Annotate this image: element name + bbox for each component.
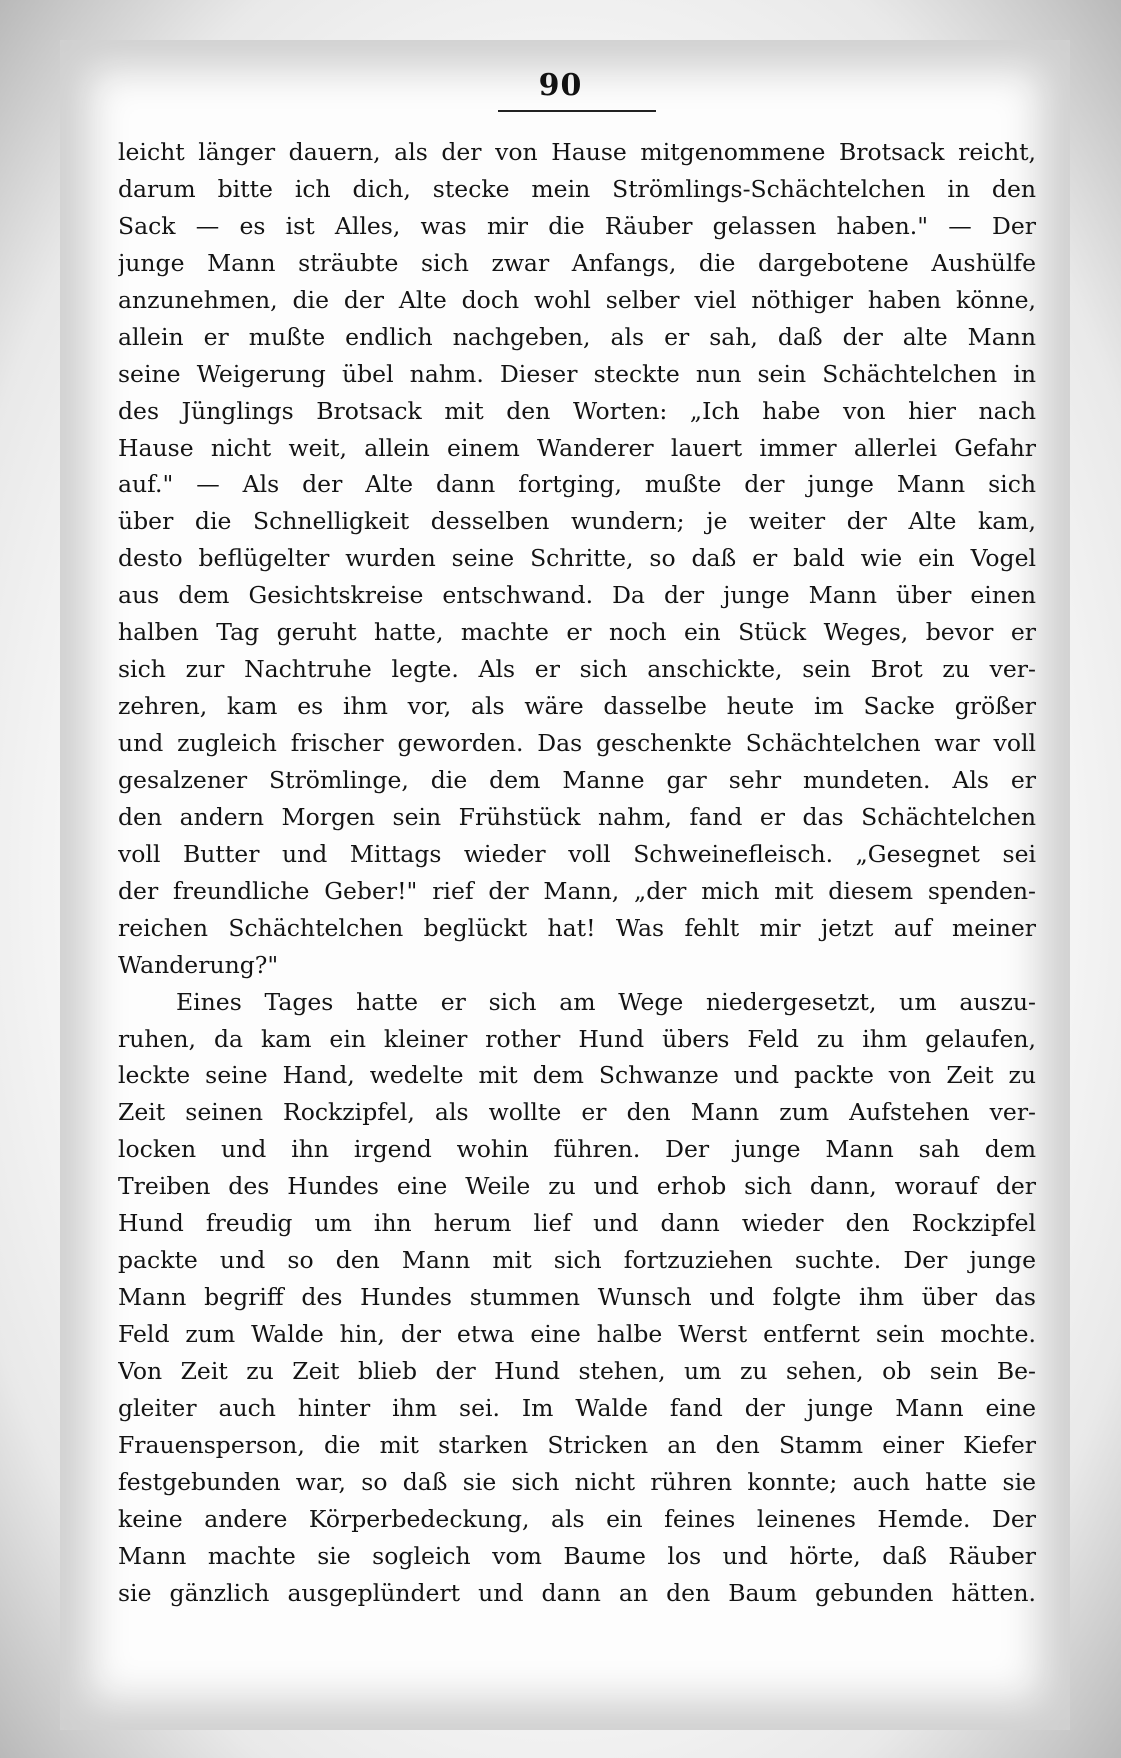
text-line: Von Zeit zu Zeit blieb der Hund stehen, um zu sehen, ob sein Be- [118, 1356, 1036, 1385]
text-line: darum bitte ich dich, stecke mein Strömlings-Schächtelchen in den [118, 174, 1036, 203]
text-line: desto beflügelter wurden seine Schritte, so daß er bald wie ein Vogel [118, 544, 1036, 573]
text-line: über die Schnelligkeit desselben wundern; je weiter der Alte kam, [118, 507, 1036, 536]
text-line: Frauensperson, die mit starken Stricken an den Stamm einer Kiefer [118, 1430, 1036, 1459]
paragraph-end-line: Wanderung?" [118, 950, 279, 979]
text-line: Mann begriff des Hundes stummen Wunsch und folgte ihm über das [118, 1283, 1036, 1312]
text-line: zehren, kam es ihm vor, als wäre dasselbe heute im Sacke größer [118, 692, 1036, 721]
text-line: reichen Schächtelchen beglückt hat! Was fehlt mir jetzt auf meiner [118, 913, 1036, 942]
text-line: halben Tag geruht hatte, machte er noch ein Stück Weges, bevor er [118, 618, 1036, 647]
body-text [118, 134, 1036, 1612]
text-line: sich zur Nachtruhe legte. Als er sich anschickte, sein Brot zu ver- [118, 655, 1036, 684]
text-line: gesalzener Strömlinge, die dem Manne gar sehr mundeten. Als er [118, 765, 1036, 794]
text-line: seine Weigerung übel nahm. Dieser steckte nun sein Schächtelchen in [118, 359, 1036, 388]
paragraph-start-line: Eines Tages hatte er sich am Wege niedergesetzt, um auszu- [176, 987, 1036, 1016]
text-line: aus dem Gesichtskreise entschwand. Da der junge Mann über einen [118, 581, 1036, 610]
text-line: sie gänzlich ausgeplündert und dann an den Baum gebunden hätten. [118, 1578, 1036, 1607]
text-line: packte und so den Mann mit sich fortzuziehen suchte. Der junge [118, 1246, 1036, 1275]
header-rule [498, 110, 656, 112]
text-line: Hund freudig um ihn herum lief und dann wieder den Rockzipfel [118, 1209, 1036, 1238]
text-line: auf." — Als der Alte dann fortging, mußte der junge Mann sich [118, 470, 1036, 499]
text-line: Feld zum Walde hin, der etwa eine halbe Werst entfernt sein mochte. [118, 1320, 1036, 1348]
text-line: locken und ihn irgend wohin führen. Der junge Mann sah dem [118, 1135, 1036, 1164]
text-line: junge Mann sträubte sich zwar Anfangs, die dargebotene Aushülfe [118, 248, 1036, 277]
text-line: Sack — es ist Alles, was mir die Räuber gelassen haben." — Der [118, 211, 1036, 240]
text-line: des Jünglings Brotsack mit den Worten: „Ich habe von hier nach [118, 396, 1036, 425]
text-line: festgebunden war, so daß sie sich nicht rühren konnte; auch hatte sie [118, 1467, 1036, 1496]
page-header [0, 68, 1121, 103]
text-line: leckte seine Hand, wedelte mit dem Schwanze und packte von Zeit zu [118, 1061, 1036, 1090]
text-line: anzunehmen, die der Alte doch wohl selber viel nöthiger haben könne, [118, 285, 1036, 314]
text-line: Zeit seinen Rockzipfel, als wollte er den Mann zum Aufstehen ver- [118, 1098, 1036, 1127]
text-line: ruhen, da kam ein kleiner rother Hund übers Feld zu ihm gelaufen, [118, 1024, 1036, 1053]
text-line: der freundliche Geber!" rief der Mann, „der mich mit diesem spenden- [118, 876, 1036, 905]
text-line: keine andere Körperbedeckung, als ein feines leinenes Hemde. Der [118, 1504, 1036, 1533]
text-line: gleiter auch hinter ihm sei. Im Walde fand der junge Mann eine [118, 1393, 1036, 1422]
text-line: voll Butter und Mittags wieder voll Schweinefleisch. „Gesegnet sei [118, 839, 1036, 868]
text-line: Treiben des Hundes eine Weile zu und erhob sich dann, worauf der [118, 1172, 1036, 1201]
text-line: leicht länger dauern, als der von Hause mitgenommene Brotsack reicht, [118, 138, 1036, 166]
text-line: Hause nicht weit, allein einem Wanderer lauert immer allerlei Gefahr [118, 433, 1036, 462]
text-line: allein er mußte endlich nachgeben, als er sah, daß der alte Mann [118, 322, 1036, 351]
page-number: 90 [538, 68, 583, 103]
text-line: den andern Morgen sein Frühstück nahm, fand er das Schächtelchen [118, 802, 1036, 831]
text-line: und zugleich frischer geworden. Das geschenkte Schächtelchen war voll [118, 729, 1036, 757]
text-line: Mann machte sie sogleich vom Baume los und hörte, daß Räuber [118, 1541, 1036, 1570]
